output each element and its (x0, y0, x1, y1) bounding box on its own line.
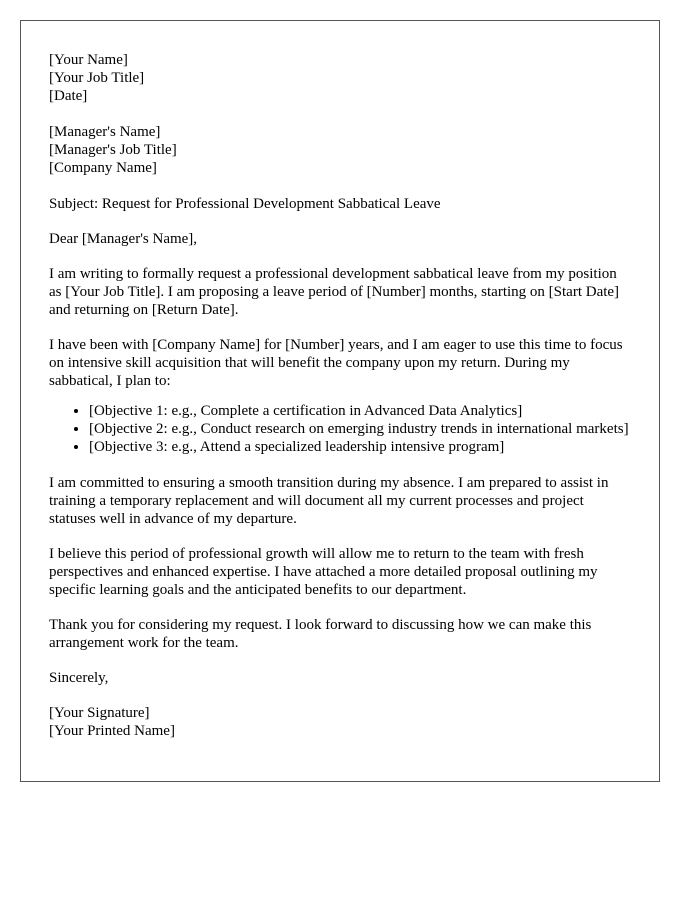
sender-job-title: [Your Job Title] (49, 70, 145, 86)
sender-name: [Your Name] (49, 52, 128, 68)
recipient-block (49, 123, 631, 177)
paragraph-plan: I have been with [Company Name] for [Number] years, and I am eager to use this time to focus on intensive skill acquisition that will benefit the company upon my return. During my sabbatical, I plan to: (49, 337, 623, 389)
letter-document (20, 20, 660, 782)
objectives-list (49, 402, 631, 456)
subject-line: Subject: Request for Professional Development Sabbatical Leave (49, 196, 441, 212)
paragraph-thanks: Thank you for considering my request. I look forward to discussing how we can make this arrangement work for the team. (49, 617, 592, 651)
paragraph-growth: I believe this period of professional growth will allow me to return to the team with fresh perspectives and enhanced expertise. I have attached a more detailed proposal outlining my specific learning goals and the anticipated benefits to our department. (49, 546, 598, 598)
salutation: Dear [Manager's Name], (49, 231, 198, 247)
signature-block (49, 704, 631, 740)
closing: Sincerely, (49, 670, 109, 686)
list-item: • [Objective 2: e.g., Conduct research on emerging industry trends in international markets] (89, 420, 631, 438)
letter-date: [Date] (49, 88, 88, 104)
recipient-name: [Manager's Name] (49, 124, 161, 140)
signature-line: [Your Signature] (49, 705, 150, 721)
paragraph-transition: I am committed to ensuring a smooth transition during my absence. I am prepared to assist in training a temporary replacement and will document all my current processes and project statuses well in advance of my departure. (49, 475, 609, 527)
paragraph-request: I am writing to formally request a professional development sabbatical leave from my position as [Your Job Title]. I am proposing a leave period of [Number] months, starting on [Start Date] and returning on [Return Date]. (49, 266, 620, 318)
printed-name: [Your Printed Name] (49, 723, 175, 739)
list-item: • [Objective 3: e.g., Attend a specialized leadership intensive program] (89, 438, 631, 456)
sender-block (49, 51, 631, 105)
recipient-company: [Company Name] (49, 160, 157, 176)
list-item: • [Objective 1: e.g., Complete a certification in Advanced Data Analytics] (89, 402, 631, 420)
recipient-job-title: [Manager's Job Title] (49, 142, 177, 158)
